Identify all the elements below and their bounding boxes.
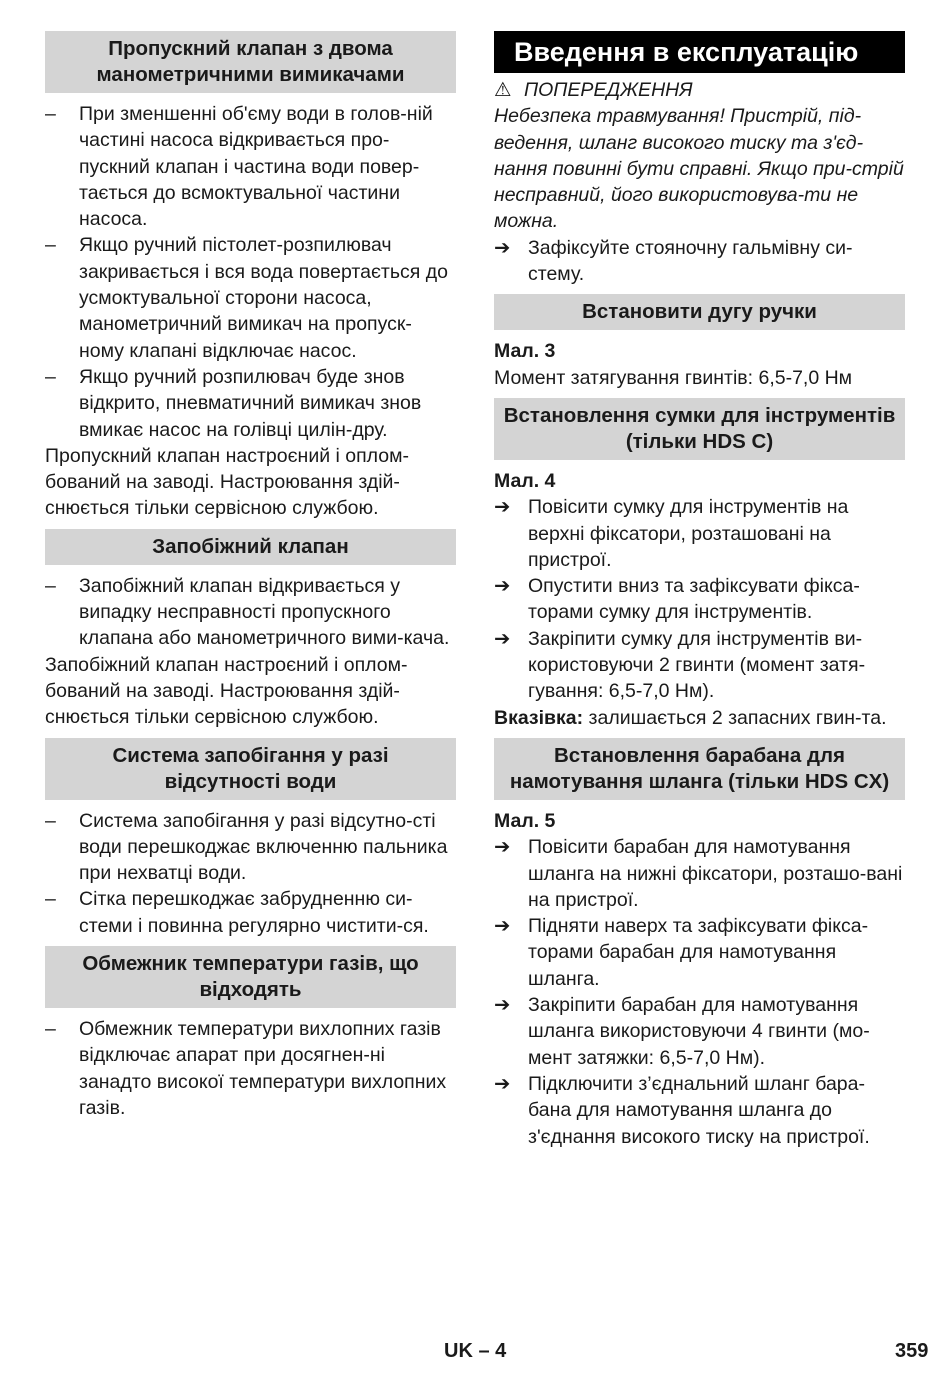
list-item: ➔ Підняти наверх та зафіксувати фікса-торами барабан для намотування шланга. bbox=[494, 913, 905, 992]
right-column bbox=[494, 31, 905, 1150]
dash-marker: – bbox=[45, 234, 56, 257]
figure-ref: Мал. 4 bbox=[494, 469, 556, 492]
section-title: Встановити дугу ручки bbox=[494, 294, 905, 330]
list-item: ➔ Зафіксуйте стояночну гальмівну си-стему. bbox=[494, 235, 905, 288]
dash-marker: – bbox=[45, 365, 56, 388]
page-number: 359 bbox=[895, 1340, 929, 1362]
arrow-right-icon: ➔ bbox=[494, 994, 511, 1017]
arrow-right-icon: ➔ bbox=[494, 915, 511, 938]
list-item: – Запобіжний клапан відкривається у випадку несправності пропускного клапана або манометричного вими-кача. bbox=[45, 573, 456, 652]
warning-heading: ⚠ ПОПЕРЕДЖЕННЯ bbox=[494, 77, 905, 103]
list-item: – Якщо ручний розпилювач буде знов відкрито, пневматичний вимикач знов вмикає насос на голівці цилін-дру. bbox=[45, 364, 456, 443]
section-title: Встановлення сумки для інструментів (тільки HDS C) bbox=[494, 398, 905, 460]
arrow-right-icon: ➔ bbox=[494, 1072, 511, 1095]
dash-marker: – bbox=[45, 809, 56, 832]
left-column bbox=[45, 31, 456, 1121]
figure-ref: Мал. 5 bbox=[494, 809, 556, 832]
arrow-right-icon: ➔ bbox=[494, 575, 511, 598]
arrow-right-icon: ➔ bbox=[494, 496, 511, 519]
paragraph: Пропускний клапан настроєний і оплом-бований на заводі. Настроювання здій-снюється тільки сервісною службою. bbox=[45, 444, 410, 520]
section-title: Запобіжний клапан bbox=[45, 529, 456, 565]
figure-ref: Мал. 3 bbox=[494, 340, 556, 363]
section-title: Система запобігання у разі відсутності води bbox=[45, 738, 456, 800]
dash-marker: – bbox=[45, 1018, 56, 1041]
section-title: Пропускний клапан з двома манометричними вимикачами bbox=[45, 31, 456, 93]
list-item: – При зменшенні об'єму води в голов-ній частині насоса відкривається про-пускний клапан і частина води повер-тається до всмоктувальної частини насоса. bbox=[45, 101, 456, 232]
list-item: ➔ Опустити вниз та зафіксувати фікса-торами сумку для інструментів. bbox=[494, 573, 905, 626]
warning-text: Небезпека травмування! Пристрій, під-ведення, шланг високого тиску та з'єд-нання повинні бути справні. Якщо при-стрій несправний, його використовува-ти не можна. bbox=[494, 105, 904, 233]
warning-triangle-icon: ⚠ bbox=[494, 79, 512, 101]
note-label: Вказівка: bbox=[494, 706, 584, 729]
section-title: Обмежник температури газів, що відходять bbox=[45, 946, 456, 1008]
list-item: – Сітка перешкоджає забрудненню си-стеми і повинна регулярно чистити-ся. bbox=[45, 886, 456, 939]
dash-marker: – bbox=[45, 888, 56, 911]
list-item: ➔ Закріпити барабан для намотування шланга використовуючи 4 гвинти (мо-мент затяжки: 6,5-7,0 Нм). bbox=[494, 992, 905, 1071]
arrow-right-icon: ➔ bbox=[494, 627, 511, 650]
arrow-right-icon: ➔ bbox=[494, 236, 511, 259]
list-item: ➔ Закріпити сумку для інструментів ви-користовуючи 2 гвинти (момент затя-гування: 6,5-7,0 Нм). bbox=[494, 626, 905, 705]
arrow-right-icon: ➔ bbox=[494, 836, 511, 859]
paragraph: Момент затягування гвинтів: 6,5-7,0 Нм bbox=[494, 366, 853, 389]
footer-language-code: UK – 4 bbox=[444, 1340, 507, 1362]
section-title: Встановлення барабана для намотування шланга (тільки HDS CX) bbox=[494, 738, 905, 800]
paragraph: Запобіжний клапан настроєний і оплом-бований на заводі. Настроювання здій-снюється тільки сервісною службою. bbox=[45, 653, 408, 729]
list-item: ➔ Повісити сумку для інструментів на верхні фіксатори, розташовані на пристрої. bbox=[494, 494, 905, 573]
list-item: ➔ Повісити барабан для намотування шланга на нижні фіксатори, розташо-вані на пристрої. bbox=[494, 834, 905, 913]
note: Вказівка: залишається 2 запасних гвин-та. bbox=[494, 706, 887, 729]
list-item: – Якщо ручний пістолет-розпилювач закривається і вся вода повертається до усмоктувальної сторони насоса, манометричний вимикач на пропуск-ному клапані відключає насос. bbox=[45, 232, 456, 363]
dash-marker: – bbox=[45, 574, 56, 597]
list-item: ➔ Підключити з’єднальний шланг бара-бана для намотування шланга до з'єднання високого тиску на пристрої. bbox=[494, 1071, 905, 1150]
chapter-title: Введення в експлуатацію bbox=[494, 31, 905, 73]
dash-marker: – bbox=[45, 103, 56, 125]
list-item: – Система запобігання у разі відсутно-сті води перешкоджає включенню пальника при нехватці води. bbox=[45, 808, 456, 887]
list-item: – Обмежник температури вихлопних газів відключає апарат при досягнен-ні занадто високої температури вихлопних газів. bbox=[45, 1016, 456, 1121]
